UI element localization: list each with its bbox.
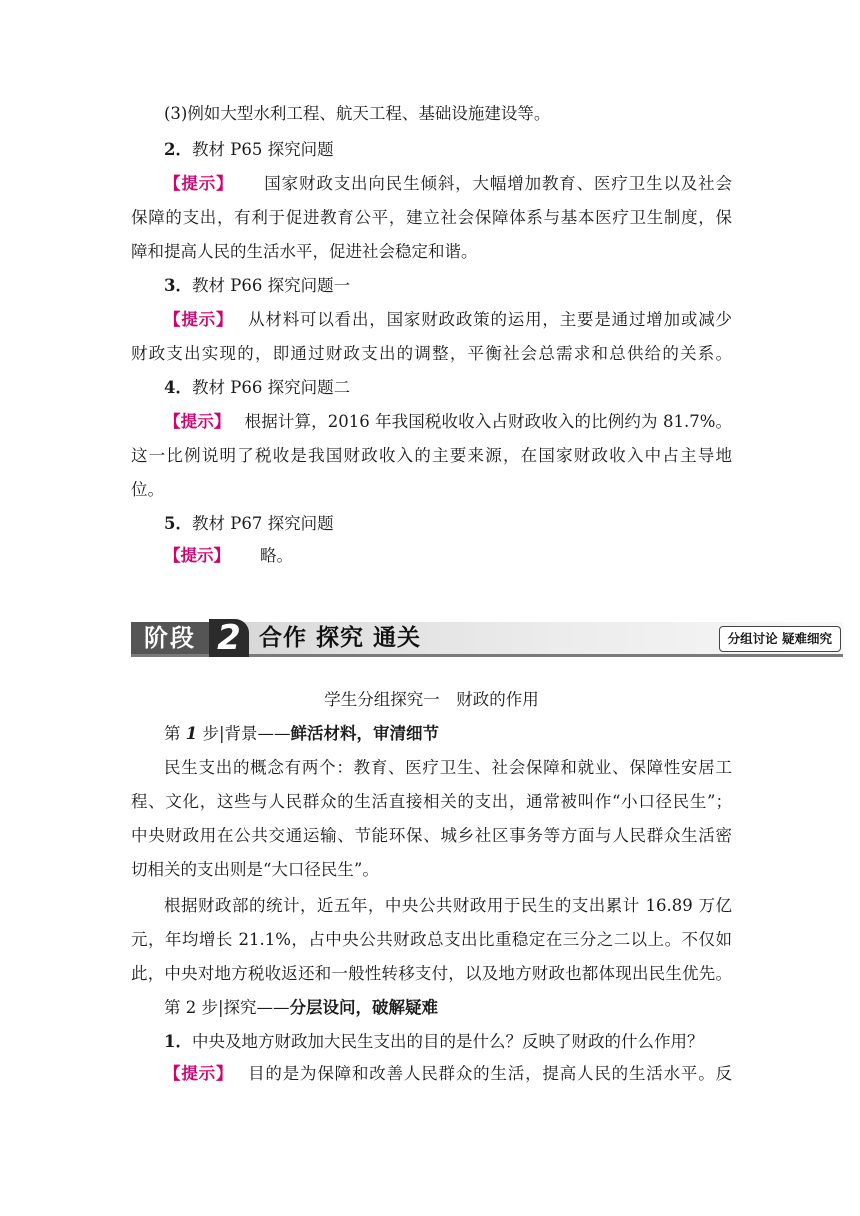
material-p1-line-1: 民生支出的概念有两个：教育、医疗卫生、社会保障和就业、保障性安居工 xyxy=(164,758,732,777)
material-p1-line-4: 切相关的支出则是“大口径民生”。 xyxy=(131,860,379,879)
hint-tag: 【提示】 xyxy=(164,310,234,329)
answer-text: 略。 xyxy=(260,546,293,565)
question-5 xyxy=(164,513,334,535)
question-number: 2． xyxy=(164,140,192,159)
question-2 xyxy=(164,139,334,161)
answer-4-line-2: 这一比例说明了税收是我国财政收入的主要来源，在国家财政收入中占主导地 xyxy=(131,446,732,465)
answer-text: 国家财政支出向民生倾斜，大幅增加教育、医疗卫生以及社会 xyxy=(263,174,733,193)
banner-badge: 分组讨论 疑难细究 xyxy=(719,626,841,652)
section-heading: 学生分组探究一 财政的作用 xyxy=(324,690,539,709)
question-text: 教材 P66 探究问题一 xyxy=(191,276,351,295)
step-label: 步|背景—— xyxy=(197,724,291,743)
question-4 xyxy=(164,377,350,399)
paragraph-line: (3)例如大型水利工程、航天工程、基础设施建设等。 xyxy=(164,104,551,123)
answer-1-line-1 xyxy=(164,1063,732,1085)
section-banner xyxy=(131,619,843,657)
answer-2-line-2: 保障的支出，有利于促进教育公平，建立社会保障体系与基本医疗卫生制度，保 xyxy=(131,208,732,227)
answer-4-line-1 xyxy=(164,411,732,433)
banner-title: 合作 探究 通关 xyxy=(259,625,422,651)
hint-tag: 【提示】 xyxy=(164,174,234,193)
answer-3-line-1 xyxy=(164,309,732,331)
banner-stage-label: 阶段 xyxy=(131,622,209,654)
step-emphasis: 分层设问，破解疑难 xyxy=(289,998,439,1017)
material-p2-line-3: 此，中央对地方税收返还和一般性转移支付，以及地方财政也都体现出民生优先。 xyxy=(131,964,732,983)
banner-stage-number: 2 xyxy=(209,619,249,657)
step-1-heading xyxy=(164,723,439,745)
material-p2-line-2: 元，年均增长 21.1%，占中央公共财政总支出比重稳定在三分之二以上。不仅如 xyxy=(131,930,732,949)
question-number: 1． xyxy=(164,1032,192,1051)
question-1 xyxy=(164,1031,703,1053)
question-number: 4． xyxy=(164,378,192,397)
material-p1-line-3: 中央财政用在公共交通运输、节能环保、城乡社区事务等方面与人民群众生活密 xyxy=(131,826,732,845)
step-2-heading xyxy=(164,997,438,1019)
hint-tag: 【提示】 xyxy=(164,546,230,565)
answer-text: 根据计算，2016 年我国税收收入占财政收入的比例约为 81.7%。 xyxy=(244,412,732,431)
step-label: 第 2 步|探究—— xyxy=(164,998,290,1017)
step-emphasis: 鲜活材料，审清细节 xyxy=(290,724,440,743)
material-p1-line-2: 程、文化，这些与人民群众的生活直接相关的支出，通常被叫作“小口径民生”； xyxy=(131,792,732,811)
hint-tag: 【提示】 xyxy=(164,412,231,431)
hint-tag: 【提示】 xyxy=(164,1064,234,1083)
question-text: 教材 P67 探究问题 xyxy=(191,514,334,533)
question-3 xyxy=(164,275,350,297)
material-p2-line-1: 根据财政部的统计，近五年，中央公共财政用于民生的支出累计 16.89 万亿 xyxy=(164,896,732,915)
answer-2-line-1 xyxy=(164,173,732,195)
question-number: 3． xyxy=(164,276,192,295)
question-number: 5． xyxy=(164,514,192,533)
answer-4-line-3: 位。 xyxy=(131,480,164,499)
answer-3-line-2: 财政支出实现的，即通过财政支出的调整，平衡社会总需求和总供给的关系。 xyxy=(131,344,732,363)
question-text: 教材 P66 探究问题二 xyxy=(191,378,351,397)
step-prefix: 第 xyxy=(164,724,186,743)
question-text: 教材 P65 探究问题 xyxy=(191,140,334,159)
answer-text: 从材料可以看出，国家财政政策的运用，主要是通过增加或减少 xyxy=(247,310,732,329)
question-text: 中央及地方财政加大民生支出的目的是什么？反映了财政的什么作用？ xyxy=(191,1032,704,1051)
answer-2-line-3: 障和提高人民的生活水平，促进社会稳定和谐。 xyxy=(131,242,478,261)
answer-5 xyxy=(164,545,293,567)
step-number: 1 xyxy=(185,724,198,743)
answer-text: 目的是为保障和改善人民群众的生活，提高人民的生活水平。反 xyxy=(247,1064,732,1083)
